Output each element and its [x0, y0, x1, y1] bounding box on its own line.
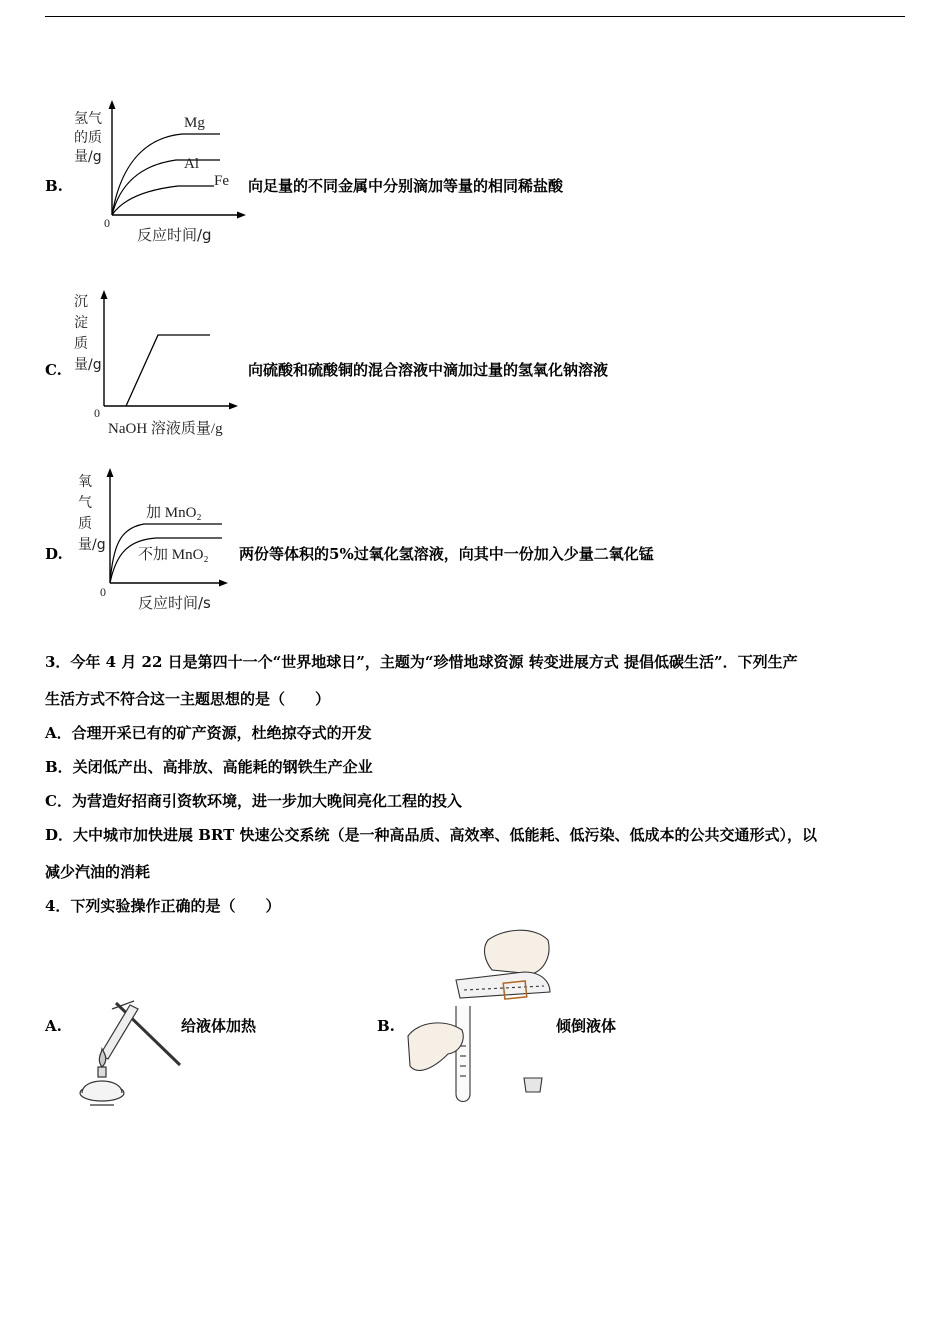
chart-d-legend-with: 加 MnO₂: [146, 505, 202, 521]
q3-option-c: C．为营造好招商引资软环境，进一步加大晚间亮化工程的投入: [45, 792, 462, 810]
alcohol-lamp-top: [82, 1081, 122, 1093]
pouring-liquid-svg: [404, 926, 554, 1106]
chart-c-series: [126, 335, 210, 406]
chart-c-y-arrow: [101, 290, 108, 299]
q4-option-a-caption: 给液体加热: [181, 1017, 257, 1035]
chart-c-x-arrow: [229, 403, 238, 410]
chart-b-ylabel: 氢气的质量/g: [74, 111, 102, 165]
pouring-liquid-illustration: [404, 926, 554, 1106]
heating-liquid-svg: [72, 993, 184, 1108]
chart-b-x-arrow: [237, 212, 246, 219]
chart-b-xlabel: 反应时间/g: [137, 226, 212, 244]
lamp-wick-holder: [98, 1067, 106, 1077]
upper-hand: [485, 930, 550, 974]
chart-b-series-mg: [112, 134, 220, 215]
header-rule: [45, 16, 905, 17]
chart-d-origin: 0: [100, 585, 106, 599]
chart-c-origin: 0: [94, 406, 100, 420]
chart-c: [74, 288, 244, 438]
option-c-label: C.: [45, 361, 62, 379]
chart-d-legend-without: 不加 MnO₂: [138, 547, 209, 563]
chart-b-legend-al: Al: [184, 156, 199, 172]
q3-option-d-line2: 减少汽油的消耗: [45, 863, 151, 881]
q3-stem-line1: 3．今年 4 月 22 日是第四十一个“世界地球日”，主题为“珍惜地球资源 转变进展方式 提倡低碳生活”．下列生产: [45, 653, 798, 671]
chart-d-x-arrow: [219, 580, 228, 587]
option-d-label: D.: [45, 545, 63, 563]
q3-option-a: A．合理开采已有的矿产资源，杜绝掠夺式的开发: [45, 724, 372, 742]
test-tube: [100, 1005, 138, 1059]
option-c-text: 向硫酸和硫酸铜的混合溶液中滴加过量的氢氧化钠溶液: [248, 361, 609, 379]
option-d-text: 两份等体积的5%过氧化氢溶液，向其中一份加入少量二氧化锰: [239, 545, 654, 563]
lower-hand: [408, 1023, 463, 1071]
test-tube: [456, 1006, 470, 1102]
chart-d: [74, 466, 244, 616]
chart-b-y-arrow: [109, 100, 116, 109]
q4-option-b-label: B.: [377, 1017, 395, 1035]
option-b-label: B.: [45, 177, 63, 195]
chart-b-series-fe: [112, 186, 214, 215]
chart-d-xlabel: 反应时间/s: [138, 594, 211, 612]
chart-c-xlabel: NaOH 溶液质量/g: [108, 421, 223, 437]
q3-option-d-line1: D．大中城市加快进展 BRT 快速公交系统（是一种高品质、高效率、低能耗、低污染、低成本的公共交通形式），以: [45, 826, 817, 844]
q3-option-b: B．关闭低产出、高排放、高能耗的钢铁生产企业: [45, 758, 373, 776]
q4-stem: 4．下列实验操作正确的是（ ）: [45, 897, 281, 915]
chart-d-y-arrow: [107, 468, 114, 477]
bottle-stopper: [524, 1078, 542, 1092]
option-b-text: 向足量的不同金属中分别滴加等量的相同稀盐酸: [248, 177, 564, 195]
chart-b-origin: 0: [104, 216, 110, 230]
heating-liquid-illustration: [72, 993, 184, 1108]
q4-option-a-label: A.: [45, 1017, 62, 1035]
q4-option-b-caption: 倾倒液体: [556, 1017, 617, 1035]
chart-b-legend-mg: Mg: [184, 115, 205, 131]
q3-stem-line2: 生活方式不符合这一主题思想的是（ ）: [45, 690, 331, 708]
chart-d-ylabel: 氧气质量/g: [78, 474, 106, 553]
chart-c-ylabel: 沉淀质量/g: [74, 294, 102, 373]
chart-b: [74, 100, 244, 250]
chart-b-legend-fe: Fe: [214, 173, 229, 189]
